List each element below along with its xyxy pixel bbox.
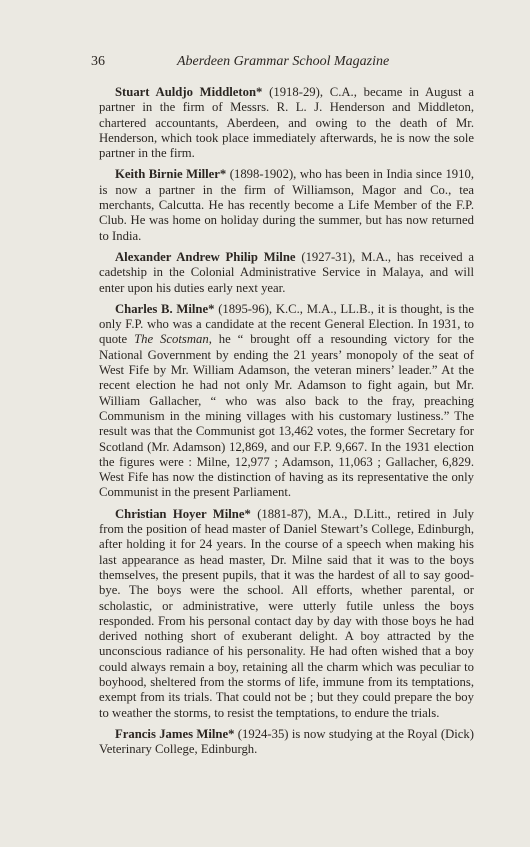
entry-christian-milne bbox=[99, 507, 474, 721]
running-head bbox=[91, 54, 474, 74]
page-number: 36 bbox=[91, 54, 105, 69]
magazine-title: Aberdeen Grammar School Magazine bbox=[177, 54, 390, 69]
entry-text: (1927-31), M.A., has received a cadetship in the Colonial Administrative Service in Malaya, and will enter upon his duties early next year. bbox=[99, 249, 474, 295]
entry-name: Francis James Milne* bbox=[115, 726, 235, 741]
entry-charles-milne bbox=[99, 302, 474, 501]
entry-alexander-milne bbox=[99, 250, 474, 296]
entry-francis-milne bbox=[99, 727, 474, 758]
entry-text-continued: , he “ brought off a resounding victory for the National Government by ending the 21 years’ monopoly of the seat of West Fife by Mr. William Adamson, the veteran miners’ leader.” At the recent election he had not only Mr. Adamson to fight again, but Mr. William Gallacher, “ who was also back to the fray, preaching Communism in the mining villages with his customary lustiness.” The result was that the Communist got 13,462 votes, the former Secretary for Scotland (Mr. Adamson) 12,869, and our F.P. 9,667. In the 1931 election the figures were : Milne, 12,977 ; Adamson, 11,063 ; Gallacher, 6,829. West Fife has now the distinction of having as its representative the only Communist in the present Parliament. bbox=[99, 332, 474, 500]
entry-stuart-middleton bbox=[99, 85, 474, 161]
entry-name: Stuart Auldjo Middleton* bbox=[115, 85, 263, 99]
entry-name: Charles B. Milne* bbox=[115, 301, 215, 316]
entry-text: (1918-29), C.A., became in August a partner in the firm of Messrs. R. L. J. Henderson and Middleton, chartered accountants, Aberdeen, and owing to the death of Mr. Henderson, which took place immediately afterwards, he is now the sole partner in the firm. bbox=[99, 85, 474, 161]
entry-name: Christian Hoyer Milne* bbox=[115, 506, 251, 521]
entry-name: Alexander Andrew Philip Milne bbox=[115, 249, 296, 264]
newspaper-title: The Scotsman bbox=[134, 332, 209, 347]
entry-keith-miller bbox=[99, 167, 474, 243]
entry-text: (1881-87), M.A., D.Litt., retired in July from the position of head master of Daniel Stewart’s College, Edinburgh, after holding it for 24 years. In the course of a speech when making his last appearance as head master, Dr. Milne said that it was to the boys themselves, the present pupils, that it was the hardest of all to say good-bye. The boys were the school. All efforts, whether parental, or scholastic, or administrative, were utterly futile unless the boys responded. From his personal contact day by day with those boys he had derived nothing short of exuberant delight. A boy attracted by the unconscious radiance of his personality. He had often wished that a boy could always remain a boy, retaining all the charm which was peculiar to boyhood, sheltered from the storms of life, immune from its temptations, exempt from its trials. That could not be ; but they could prepare the boy to weather the storms, to resist the temptations, to endure the trials. bbox=[99, 506, 475, 720]
entry-text: (1898-1902), who has been in India since 1910, is now a partner in the firm of Williamson, Magor and Co., tea merchants, Calcutta. He has recently become a Life Member of the F.P. Club. He was home on holiday during the summer, but has now returned to India. bbox=[99, 167, 474, 243]
entry-text: (1924-35) is now studying at the Royal (Dick) Veterinary College, Edinburgh. bbox=[99, 726, 474, 757]
body-text bbox=[99, 85, 474, 763]
entry-name: Keith Birnie Miller* bbox=[115, 167, 227, 182]
entry-text: (1895-96), K.C., M.A., LL.B., it is thought, is the only F.P. who was a candidate at the recent General Election. In 1931, to quote bbox=[99, 301, 474, 347]
